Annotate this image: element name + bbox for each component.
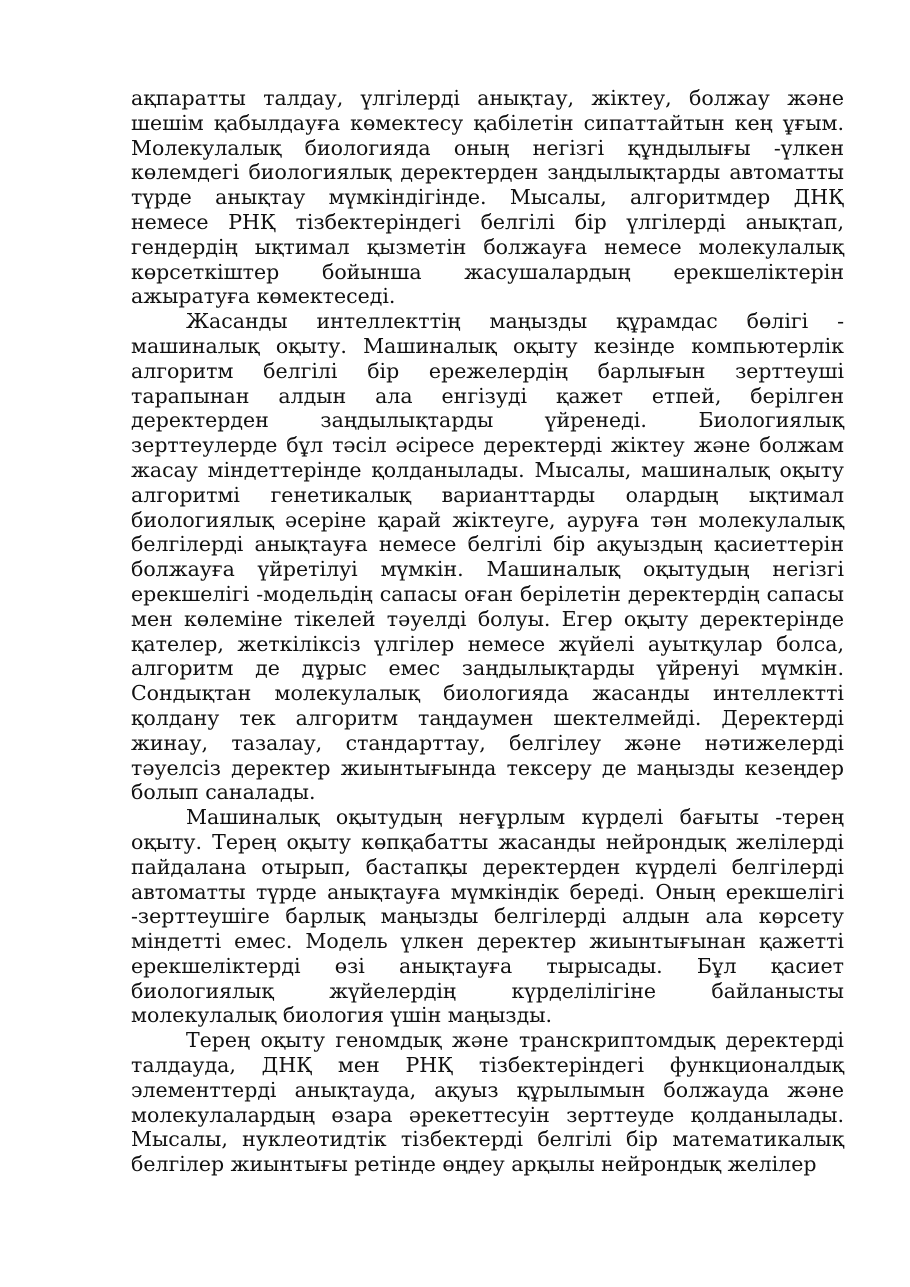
paragraph-2: Жасанды интеллекттің маңызды құрамдас бөлігі - машиналық оқыту. Машиналық оқыту кезінде компьютерлік алгоритм белгілі бір ережелердің барлығын зерттеуші тарапынан алдын ала енгізуді қажет етпей, берілген деректерден заңдылықтарды үйренеді. Биологиялық зерттеулерде бұл тәсіл әсіресе деректерді жіктеу және болжам жасау міндеттерінде қолданылады. Мысалы, машиналық оқыту алгоритмі генетикалық варианттарды олардың ықтимал биологиялық әсеріне қарай жіктеуге, ауруға тән молекулалық белгілерді анықтауға немесе белгілі бір ақуыздың қасиеттерін болжауға үйретілуі мүмкін. Машиналық оқытудың негізгі ерекшелігі -модельдің сапасы оған берілетін деректердің сапасы мен көлеміне тікелей тәуелді болуы. Егер оқыту деректерінде қателер, жеткіліксіз үлгілер немесе жүйелі ауытқулар болса, алгоритм де дұрыс емес заңдылықтарды үйренуі мүмкін. Сондықтан молекулалық биологияда жасанды интеллектті қолдану тек алгоритм таңдаумен шектелмейді. Деректерді жинау, тазалау, стандарттау, белгілеу және нәтижелерді тәуелсіз деректер жиынтығында тексеру де маңызды кезеңдер болып саналады.: [131, 309, 844, 805]
paragraph-4: Терең оқыту геномдық және транскриптомдық деректерді талдауда, ДНҚ мен РНҚ тізбектеріндегі функционалдық элементтерді анықтауда, ақуыз құрылымын болжауда және молекулалардың өзара әрекеттесуін зерттеуде қолданылады. Мысалы, нуклеотидтік тізбектерді белгілі бір математикалық белгілер жиынтығы ретінде өңдеу арқылы нейрондық желілер: [131, 1028, 844, 1177]
document-page: [131, 86, 844, 1177]
paragraph-3: Машиналық оқытудың неғұрлым күрделі бағыты -терең оқыту. Терең оқыту көпқабатты жасанды нейрондық желілерді пайдалана отырып, бастапқы деректерден күрделі белгілерді автоматты түрде анықтауға мүмкіндік береді. Оның ерекшелігі -зерттеушіге барлық маңызды белгілерді алдын ала көрсету міндетті емес. Модель үлкен деректер жиынтығынан қажетті ерекшеліктерді өзі анықтауға тырысады. Бұл қасиет биологиялық жүйелердің күрделілігіне байланысты молекулалық биология үшін маңызды.: [131, 805, 844, 1028]
paragraph-1: ақпаратты талдау, үлгілерді анықтау, жіктеу, болжау және шешім қабылдауға көмектесу қабілетін сипаттайтын кең ұғым. Молекулалық биологияда оның негізгі құндылығы -үлкен көлемдегі биологиялық деректерден заңдылықтарды автоматты түрде анықтау мүмкіндігінде. Мысалы, алгоритмдер ДНҚ немесе РНҚ тізбектеріндегі белгілі бір үлгілерді анықтап, гендердің ықтимал қызметін болжауға немесе молекулалық көрсеткіштер бойынша жасушалардың ерекшеліктерін ажыратуға көмектеседі.: [131, 86, 844, 309]
